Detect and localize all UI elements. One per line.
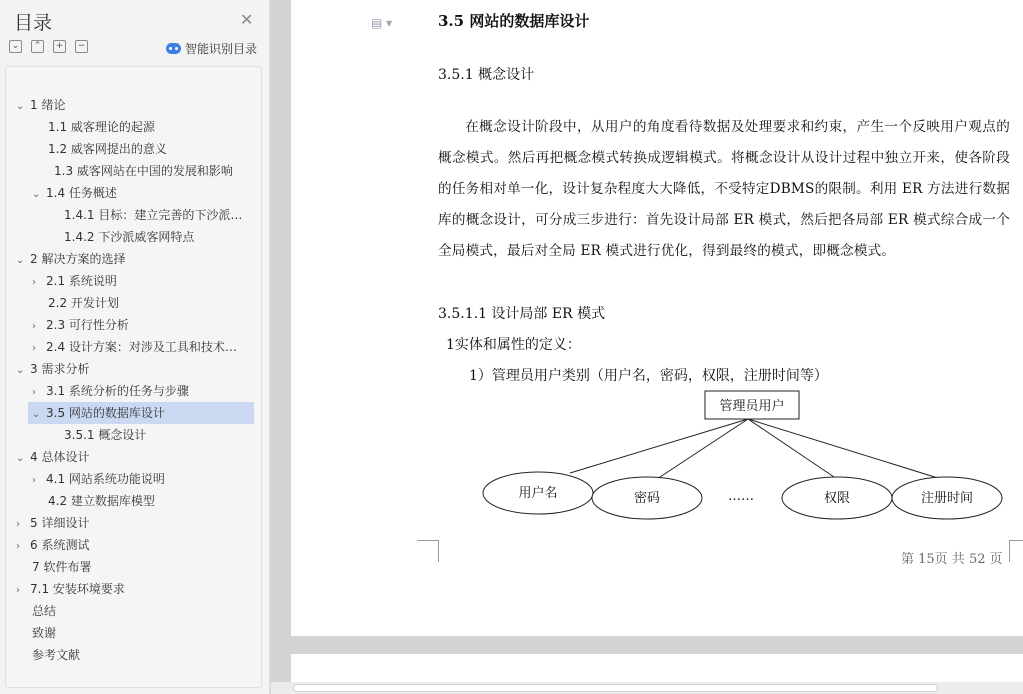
subsection-heading: 3.5.1 概念设计: [438, 67, 535, 83]
toc-item-1-2[interactable]: [48, 138, 167, 160]
list-item: 1）管理员用户类别（用户名，密码，权限，注册时间等）: [469, 368, 828, 384]
section-heading: 3.5 网站的数据库设计: [438, 12, 590, 30]
toc-item-1-1[interactable]: [48, 116, 155, 138]
toc-item-1-3[interactable]: [54, 160, 233, 182]
er-entity-label: 管理员用户: [719, 399, 785, 414]
toc-item-1[interactable]: [16, 94, 65, 116]
er-attribute-label: 注册时间: [920, 491, 974, 506]
toc-item-6[interactable]: [16, 534, 89, 556]
toc-item-label: 2.1 系统说明: [46, 274, 117, 288]
toc-item-label: 2 解决方案的选择: [30, 252, 126, 266]
toc-item-4-2[interactable]: [48, 490, 155, 512]
toc-sidebar: [0, 0, 270, 694]
chevron-down-icon[interactable]: ⌄: [32, 409, 41, 420]
toc-item-label: 3 需求分析: [30, 362, 90, 376]
toc-item-summary[interactable]: [32, 600, 56, 622]
body-paragraph: 在概念设计阶段中，从用户的角度看待数据及处理要求和约束，产生一个反映用户观点的概念模式。然后再把概念模式转换成逻辑模式。将概念设计从设计过程中独立开来，使各阶段的任务相对单一化，设计复杂程度大大降低，不受特定DBMS的限制。利用 ER 方法进行数据库的概念设计，可分成三步进行：首先设计局部 ER 模式，然后把各局部 ER 模式综合成一个全局模式，最后对全局 ER 模式进行优化，得到最终的模式，即概念模式。: [438, 119, 1010, 259]
er-link: [748, 419, 941, 479]
toc-item-label: 5 详细设计: [30, 516, 90, 530]
horizontal-scrollbar[interactable]: [271, 682, 1023, 694]
toc-item-3-5[interactable]: [28, 402, 254, 424]
er-diagram: [481, 390, 1021, 530]
sidebar-title: 目录: [14, 12, 53, 34]
er-attribute-label: 用户名: [518, 486, 558, 501]
chevron-right-icon[interactable]: ›: [32, 321, 36, 332]
ai-bot-icon: [166, 43, 181, 54]
subsubsection-heading: 3.5.1.1 设计局部 ER 模式: [438, 306, 606, 322]
toc-item-2-4[interactable]: [32, 336, 237, 358]
er-link: [657, 419, 748, 479]
toc-item-2[interactable]: [16, 248, 125, 270]
expand-all-icon[interactable]: ⌄: [9, 40, 22, 53]
scrollbar-thumb[interactable]: [293, 684, 938, 692]
toc-item-references[interactable]: [32, 644, 80, 666]
toc-item-4-1[interactable]: [32, 468, 165, 490]
toc-item-label: 1.4.1 目标：建立完善的下沙派…: [64, 208, 243, 222]
remove-heading-icon[interactable]: −: [75, 40, 88, 53]
toc-item-label: 1.3 威客网站在中国的发展和影响: [54, 164, 233, 178]
toc-item-label: 7 软件布署: [32, 560, 92, 574]
toc-item-label: 4.2 建立数据库模型: [48, 494, 155, 508]
chevron-right-icon[interactable]: ›: [16, 541, 20, 552]
toc-item-label: 2.3 可行性分析: [46, 318, 129, 332]
toc-item-7[interactable]: [32, 556, 91, 578]
toc-item-label: 4.1 网站系统功能说明: [46, 472, 165, 486]
add-heading-icon[interactable]: +: [53, 40, 66, 53]
toc-item-label: 1 绪论: [30, 98, 66, 112]
chevron-right-icon[interactable]: ›: [16, 519, 20, 530]
toc-item-label: 致谢: [32, 626, 57, 640]
toc-item-5[interactable]: [16, 512, 89, 534]
chevron-right-icon[interactable]: ›: [16, 585, 20, 596]
er-ellipsis: ……: [728, 489, 754, 504]
document-page: [291, 0, 1023, 636]
toc-item-label: 4 总体设计: [30, 450, 90, 464]
chevron-down-icon[interactable]: ⌄: [16, 255, 25, 266]
toc-item-7-1[interactable]: [16, 578, 125, 600]
paragraph-menu-icon[interactable]: ▤ ▾: [371, 16, 393, 30]
er-link: [748, 419, 837, 479]
toc-item-3-1[interactable]: [32, 380, 189, 402]
toc-item-label: 3.5.1 概念设计: [64, 428, 147, 442]
toc-item-2-1[interactable]: [32, 270, 117, 292]
margin-corner-mark: [417, 540, 439, 562]
toc-item-1-4-2[interactable]: [64, 226, 194, 248]
ai-detect-toc-button[interactable]: [166, 40, 257, 57]
toc-item-4[interactable]: [16, 446, 89, 468]
toc-item-label: 3.5 网站的数据库设计: [46, 406, 165, 420]
close-icon[interactable]: ✕: [240, 10, 254, 29]
chevron-right-icon[interactable]: ›: [32, 277, 36, 288]
toc-item-label: 1.2 威客网提出的意义: [48, 142, 167, 156]
toc-item-1-4[interactable]: [32, 182, 117, 204]
er-attribute-label: 权限: [823, 491, 851, 506]
toc-item-2-3[interactable]: [32, 314, 129, 336]
document-area: [271, 0, 1023, 694]
toc-item-label: 7.1 安装环境要求: [30, 582, 125, 596]
chevron-down-icon[interactable]: ⌄: [16, 101, 25, 112]
collapse-all-icon[interactable]: ⌃: [31, 40, 44, 53]
chevron-down-icon[interactable]: ⌄: [16, 453, 25, 464]
toc-list: [5, 66, 262, 688]
chevron-right-icon[interactable]: ›: [32, 343, 36, 354]
toc-item-label: 1.4.2 下沙派威客网特点: [64, 230, 195, 244]
chevron-right-icon[interactable]: ›: [32, 387, 36, 398]
toc-item-thanks[interactable]: [32, 622, 56, 644]
list-item: 1实体和属性的定义：: [446, 337, 581, 353]
toc-item-label: 总结: [32, 604, 57, 618]
toc-item-3[interactable]: [16, 358, 89, 380]
toc-item-3-5-1[interactable]: [64, 424, 146, 446]
toc-item-label: 2.4 设计方案：对涉及工具和技术…: [46, 340, 237, 354]
page-number: 第 15页 共 52 页: [901, 552, 1003, 567]
toc-item-label: 6 系统测试: [30, 538, 90, 552]
toc-item-1-4-1[interactable]: [64, 204, 242, 226]
toc-item-label: 1.4 任务概述: [46, 186, 117, 200]
ai-detect-toc-label: 智能识别目录: [185, 42, 258, 56]
chevron-right-icon[interactable]: ›: [32, 475, 36, 486]
er-attribute-label: 密码: [633, 491, 661, 506]
er-link: [570, 419, 748, 473]
toc-item-label: 1.1 威客理论的起源: [48, 120, 155, 134]
chevron-down-icon[interactable]: ⌄: [32, 189, 41, 200]
toc-item-label: 参考文献: [32, 648, 81, 662]
chevron-down-icon[interactable]: ⌄: [16, 365, 25, 376]
margin-corner-mark: [1009, 540, 1023, 562]
toc-toolbar: [9, 40, 88, 53]
toc-item-label: 2.2 开发计划: [48, 296, 119, 310]
toc-item-2-2[interactable]: [48, 292, 119, 314]
toc-item-label: 3.1 系统分析的任务与步骤: [46, 384, 189, 398]
